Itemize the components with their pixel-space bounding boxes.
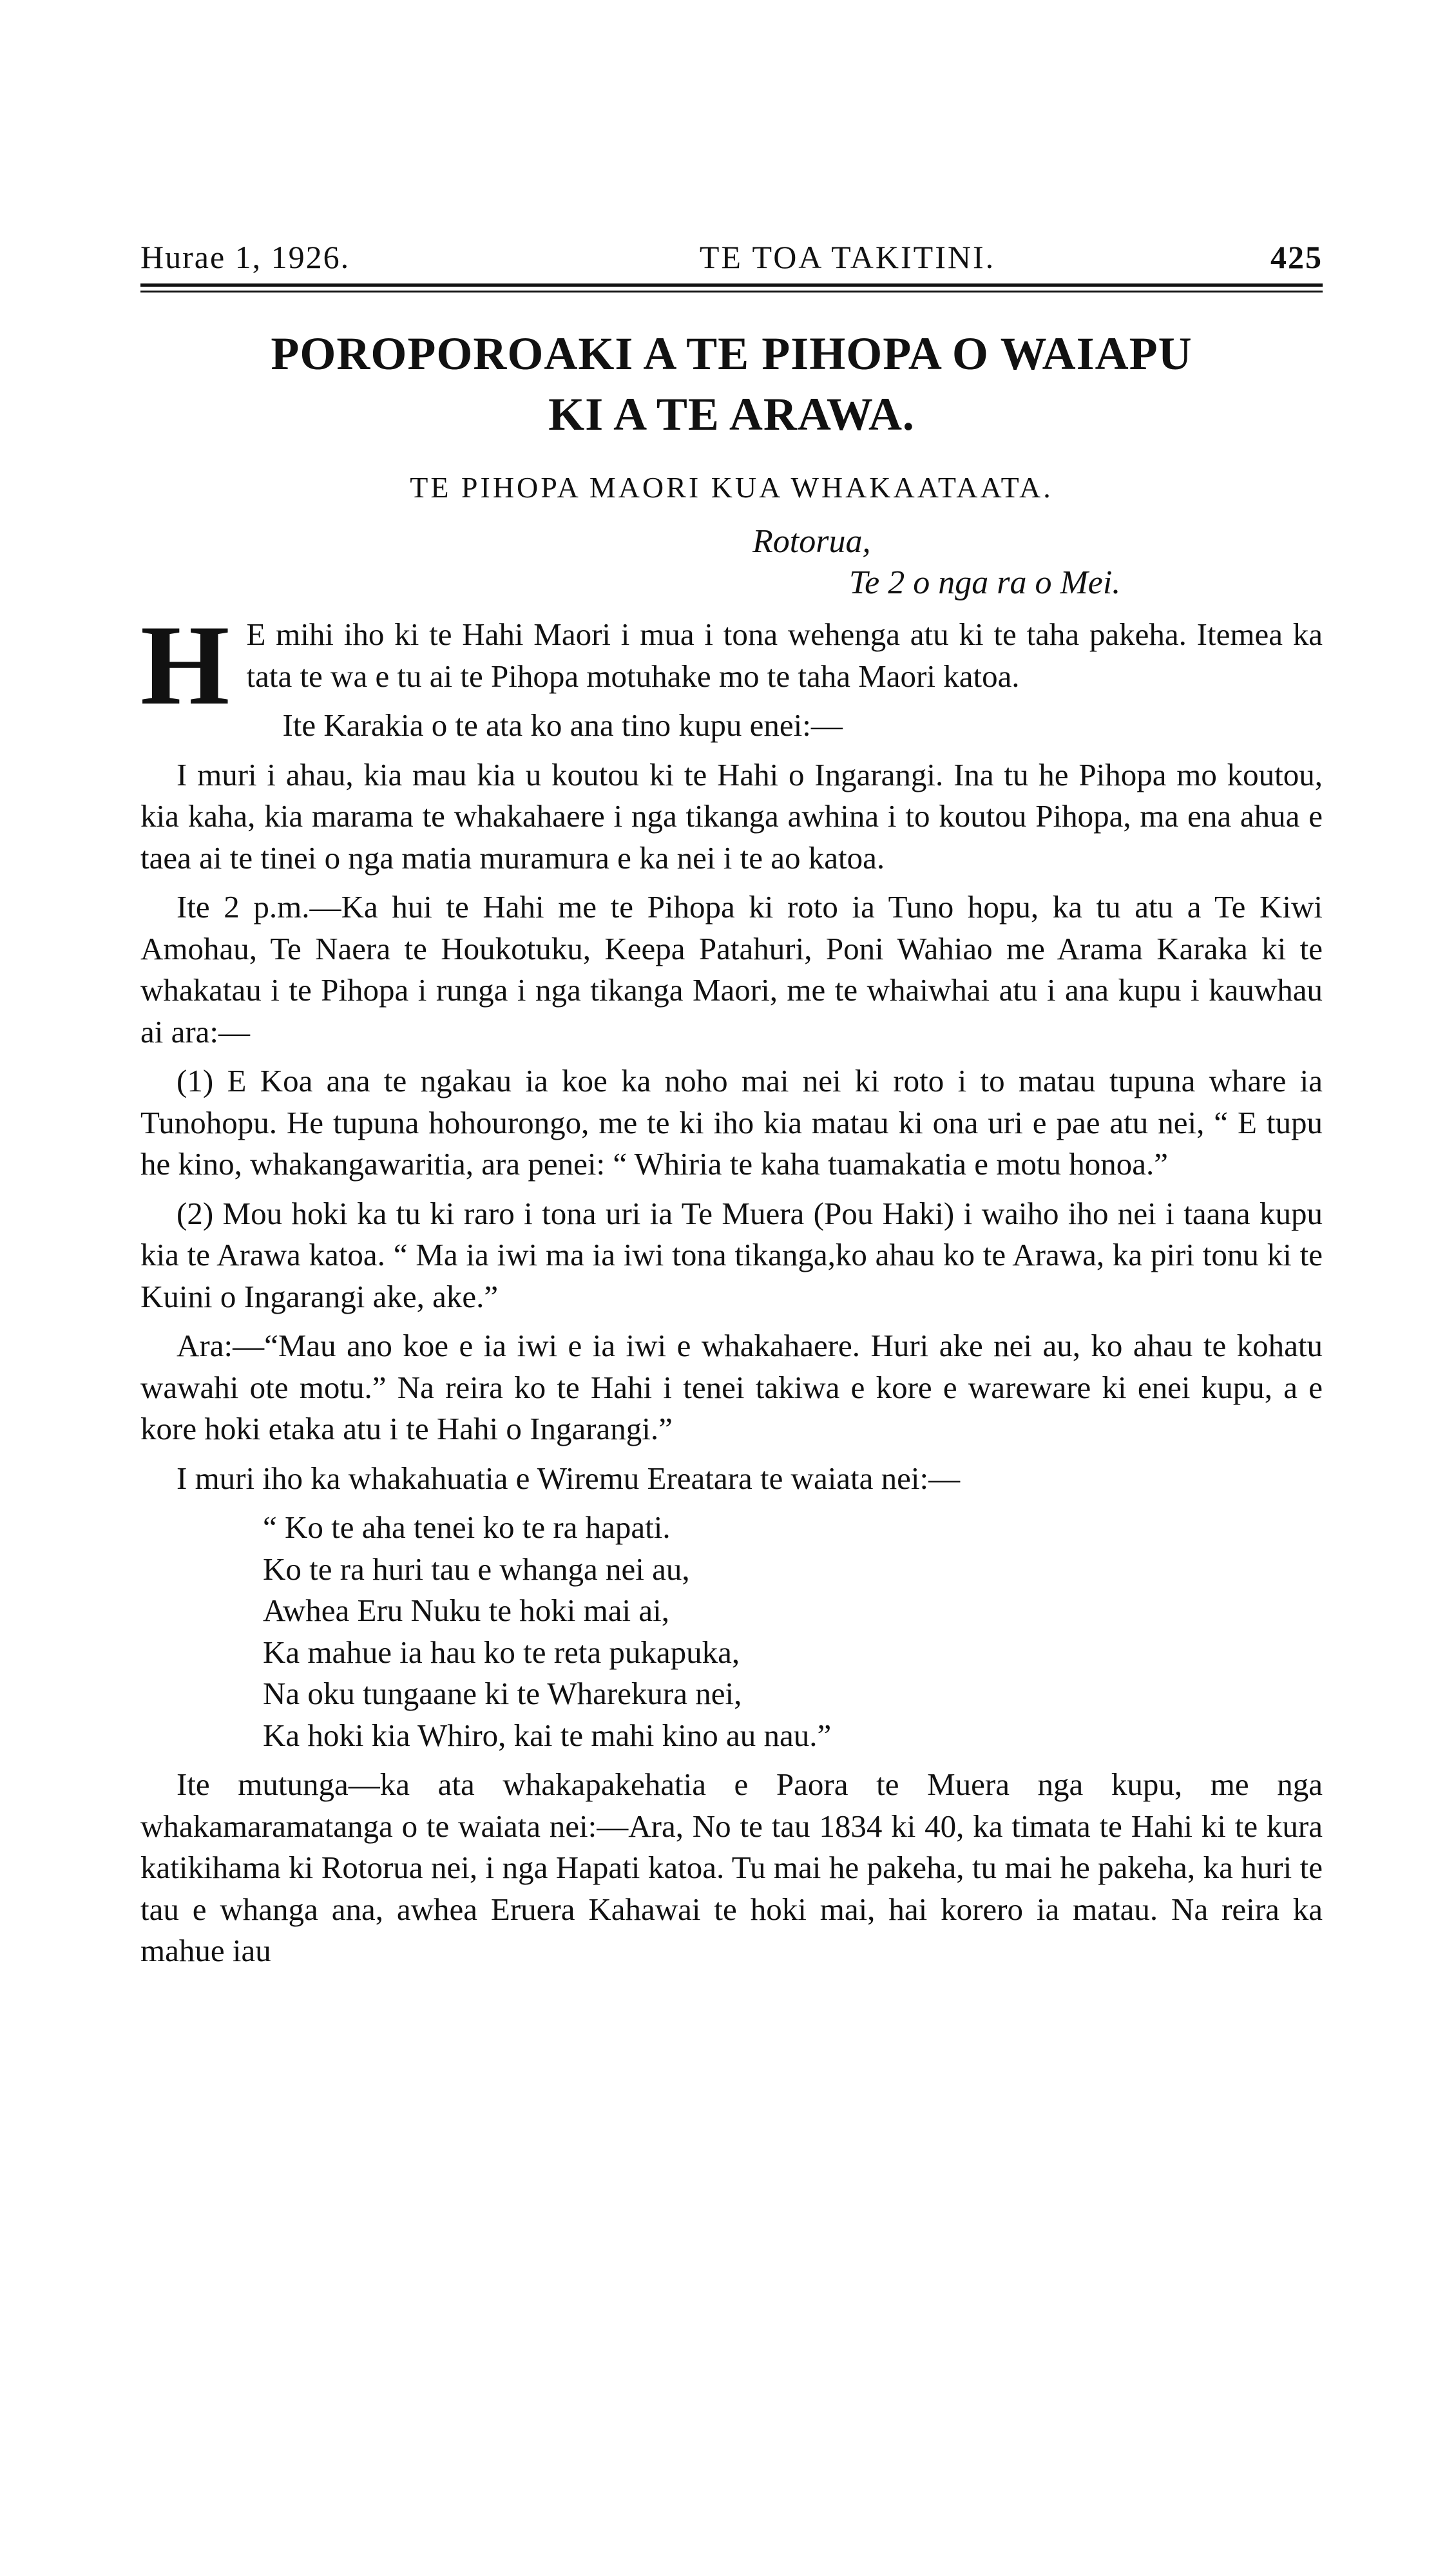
header-rule	[140, 283, 1323, 287]
poem-line: Ka mahue ia hau ko te reta pukapuka,	[263, 1634, 740, 1670]
running-header	[140, 238, 1323, 283]
header-rule-thin	[140, 291, 1323, 292]
poem-line: Na oku tungaane ki te Wharekura nei,	[263, 1676, 742, 1711]
paragraph-3: I muri i ahau, kia mau kia u koutou ki te Hahi o Ingarangi. Ina tu he Pihopa mo koutou, kia kaha, kia marama te whakahaere i nga tikanga awhina i to koutou Pihopa, ma ena ahua e taea ai te tinei o nga matia muramura e ka nei i te ao katoa.	[140, 756, 1323, 876]
waiata-poem	[263, 1507, 1323, 1756]
article-subtitle: TE PIHOPA MAORI KUA WHAKAATAATA.	[410, 471, 1053, 504]
paragraph-8: I muri iho ka whakahuatia e Wiremu Ereatara te waiata nei:—	[177, 1460, 961, 1496]
paragraph-9: Ite mutunga—ka ata whakapakehatia e Paora te Muera nga kupu, me nga whakamaramatanga o te waiata nei:—Ara, No te tau 1834 ki 40, ka timata te Hahi ki te kura katikihama ki Rotorua nei, i nga Hapati katoa. Tu mai he pakeha, tu mai he pakeha, ka huri te tau e whanga ana, awhea Eruera Kahawai te hoki mai, hai korero ia matau. Na reira ka mahue iau	[140, 1767, 1323, 1968]
drop-cap: H	[140, 601, 230, 729]
dateline-date: Te 2 o nga ra o Mei.	[849, 564, 1121, 601]
title-line-2: KI A TE ARAWA.	[548, 388, 915, 440]
article-body	[140, 601, 1323, 1972]
paragraph-5: (1) E Koa ana te ngakau ia koe ka noho mai nei ki roto i to matau tupuna whare ia Tunohopu. He tupuna hohourongo, me te ki iho kia matau ki ona uri e pae atu nei, “ E tupu he kino, whakangawaritia, ara penei: “ Whiria te kaha tuamakatia e motu honoa.”	[140, 1063, 1323, 1182]
masthead: TE TOA TAKITINI.	[699, 239, 996, 275]
poem-line: Awhea Eru Nuku te hoki mai ai,	[263, 1593, 669, 1628]
page-number: 425	[1270, 239, 1323, 275]
paragraph-4: Ite 2 p.m.—Ka hui te Hahi me te Pihopa ki roto ia Tuno hopu, ka tu atu a Te Kiwi Amohau, Te Naera te Houkotuku, Keepa Patahuri, Poni Wahiao me Arama Karaka ki te whakatau i te Pihopa i runga i nga tikanga Maori, me te whaiwhai atu i ana kupu i kauwhau ai ara:—	[140, 889, 1323, 1049]
paragraph-2: Ite Karakia o te ata ko ana tino kupu enei:—	[282, 707, 843, 743]
dateline-place: Rotorua,	[752, 523, 871, 560]
paragraph-1-text: E mihi iho ki te Hahi Maori i mua i tona wehenga atu ki te taha pakeha. Itemea ka tata te wa e tu ai te Pihopa motuhake mo te taha Maori katoa.	[246, 617, 1323, 694]
article-title	[140, 323, 1323, 445]
poem-line: Ko te ra huri tau e whanga nei au,	[263, 1551, 690, 1587]
paragraph-7: Ara:—“Mau ano koe e ia iwi e ia iwi e whakahaere. Huri ake nei au, ko ahau te kohatu wawahi ote motu.” Na reira ko te Hahi i tenei takiwa e kore e wareware ki enei kupu, a e kore hoki etaka atu i te Hahi o Ingarangi.”	[140, 1328, 1323, 1446]
issue-date: Hurae 1, 1926.	[140, 239, 350, 275]
poem-line: “ Ko te aha tenei ko te ra hapati.	[263, 1510, 671, 1545]
poem-line: Ka hoki kia Whiro, kai te mahi kino au nau.”	[263, 1717, 832, 1753]
title-line-1: POROPOROAKI A TE PIHOPA O WAIAPU	[271, 328, 1193, 379]
paragraph-6: (2) Mou hoki ka tu ki raro i tona uri ia Te Muera (Pou Haki) i waiho iho nei i taana kupu kia te Arawa katoa. “ Ma ia iwi ma ia iwi tona tikanga,ko ahau ko te Arawa, ka piri tonu ki te Kuini o Ingarangi ake, ake.”	[140, 1195, 1323, 1314]
page	[140, 238, 1323, 1980]
dateline	[140, 521, 1323, 604]
